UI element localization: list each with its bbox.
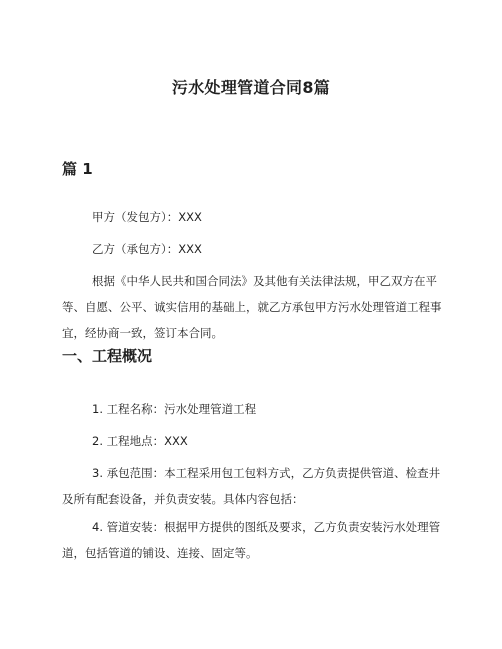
list-item: 3. 承包范围：本工程采用包工包料方式，乙方负责提供管道、检查井及所有配套设备，并负责安装。具体内容包括： [62, 466, 441, 506]
party-a-line: 甲方（发包方）：XXX [92, 210, 202, 224]
preamble-paragraph: 根据《中华人民共和国合同法》及其他有关法律法规，甲乙双方在平等、自愿、公平、诚实信用的基础上，就乙方承包甲方污水处理管道工程事宜，经协商一致，签订本合同。 [62, 274, 442, 340]
list-item: 4. 管道安装：根据甲方提供的图纸及要求，乙方负责安装污水处理管道，包括管道的铺设、连接、固定等。 [62, 520, 441, 560]
list-item: 2. 工程地点：XXX [92, 434, 188, 448]
chapter-heading-1: 一、工程概况 [62, 347, 153, 365]
list-item: 1. 工程名称：污水处理管道工程 [92, 402, 257, 416]
section-heading-1: 篇 1 [62, 160, 93, 178]
party-b-line: 乙方（承包方）：XXX [92, 242, 202, 256]
document-title: 污水处理管道合同8篇 [171, 78, 331, 97]
